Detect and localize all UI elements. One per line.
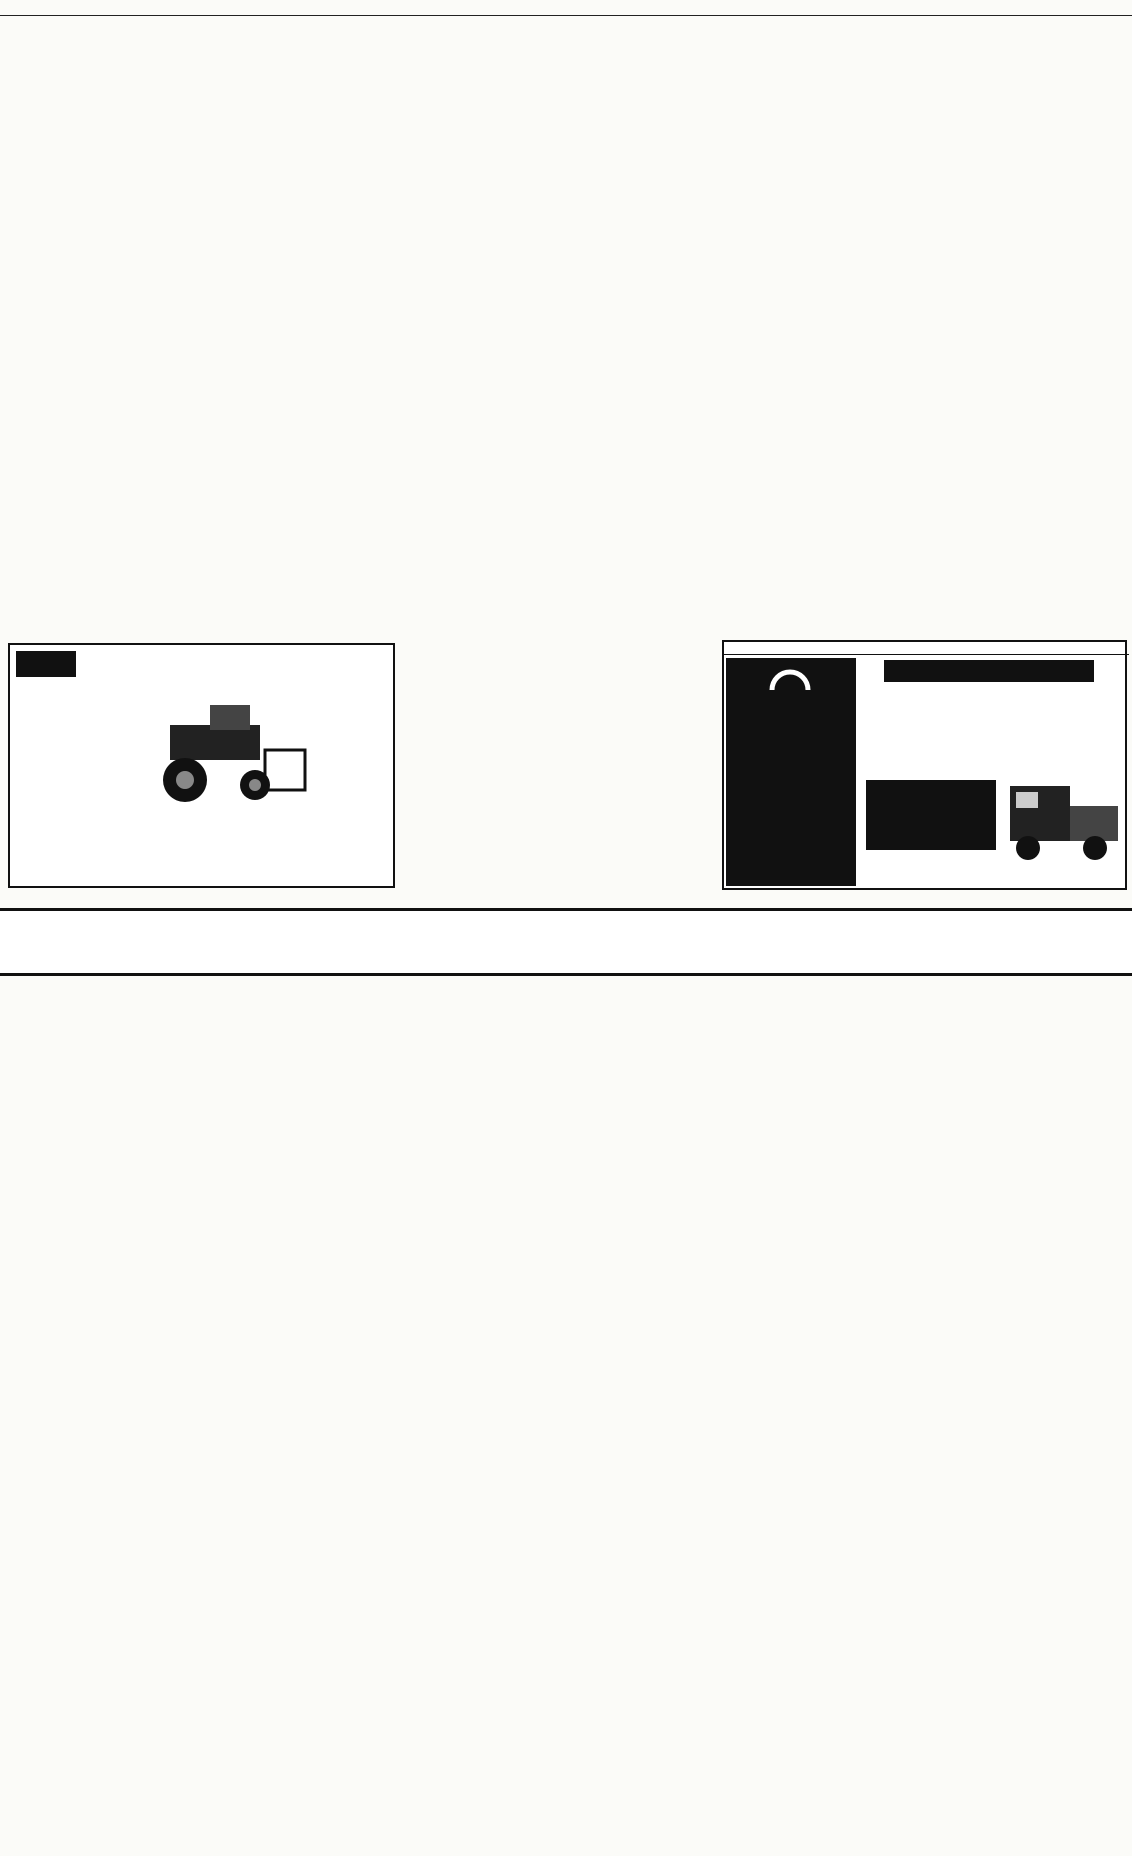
- horseshoe-icon: [766, 662, 814, 692]
- service-guide-section: [0, 972, 1132, 1856]
- tractor-illustration: [140, 695, 310, 815]
- truck-ad-banner: [884, 660, 1094, 682]
- case-logo: [16, 651, 76, 677]
- truck-ad-heading: [724, 642, 1129, 655]
- truck-illustration: [1000, 776, 1124, 866]
- truck-ad-left-panel: [726, 658, 856, 886]
- page-header: [0, 0, 1132, 16]
- home-service-guide-banner: [0, 908, 1132, 976]
- tractor-sale-ad: [8, 643, 395, 888]
- truck-ad-dealer-box: [866, 780, 996, 850]
- floyd-rice-truck-ad: [722, 640, 1127, 890]
